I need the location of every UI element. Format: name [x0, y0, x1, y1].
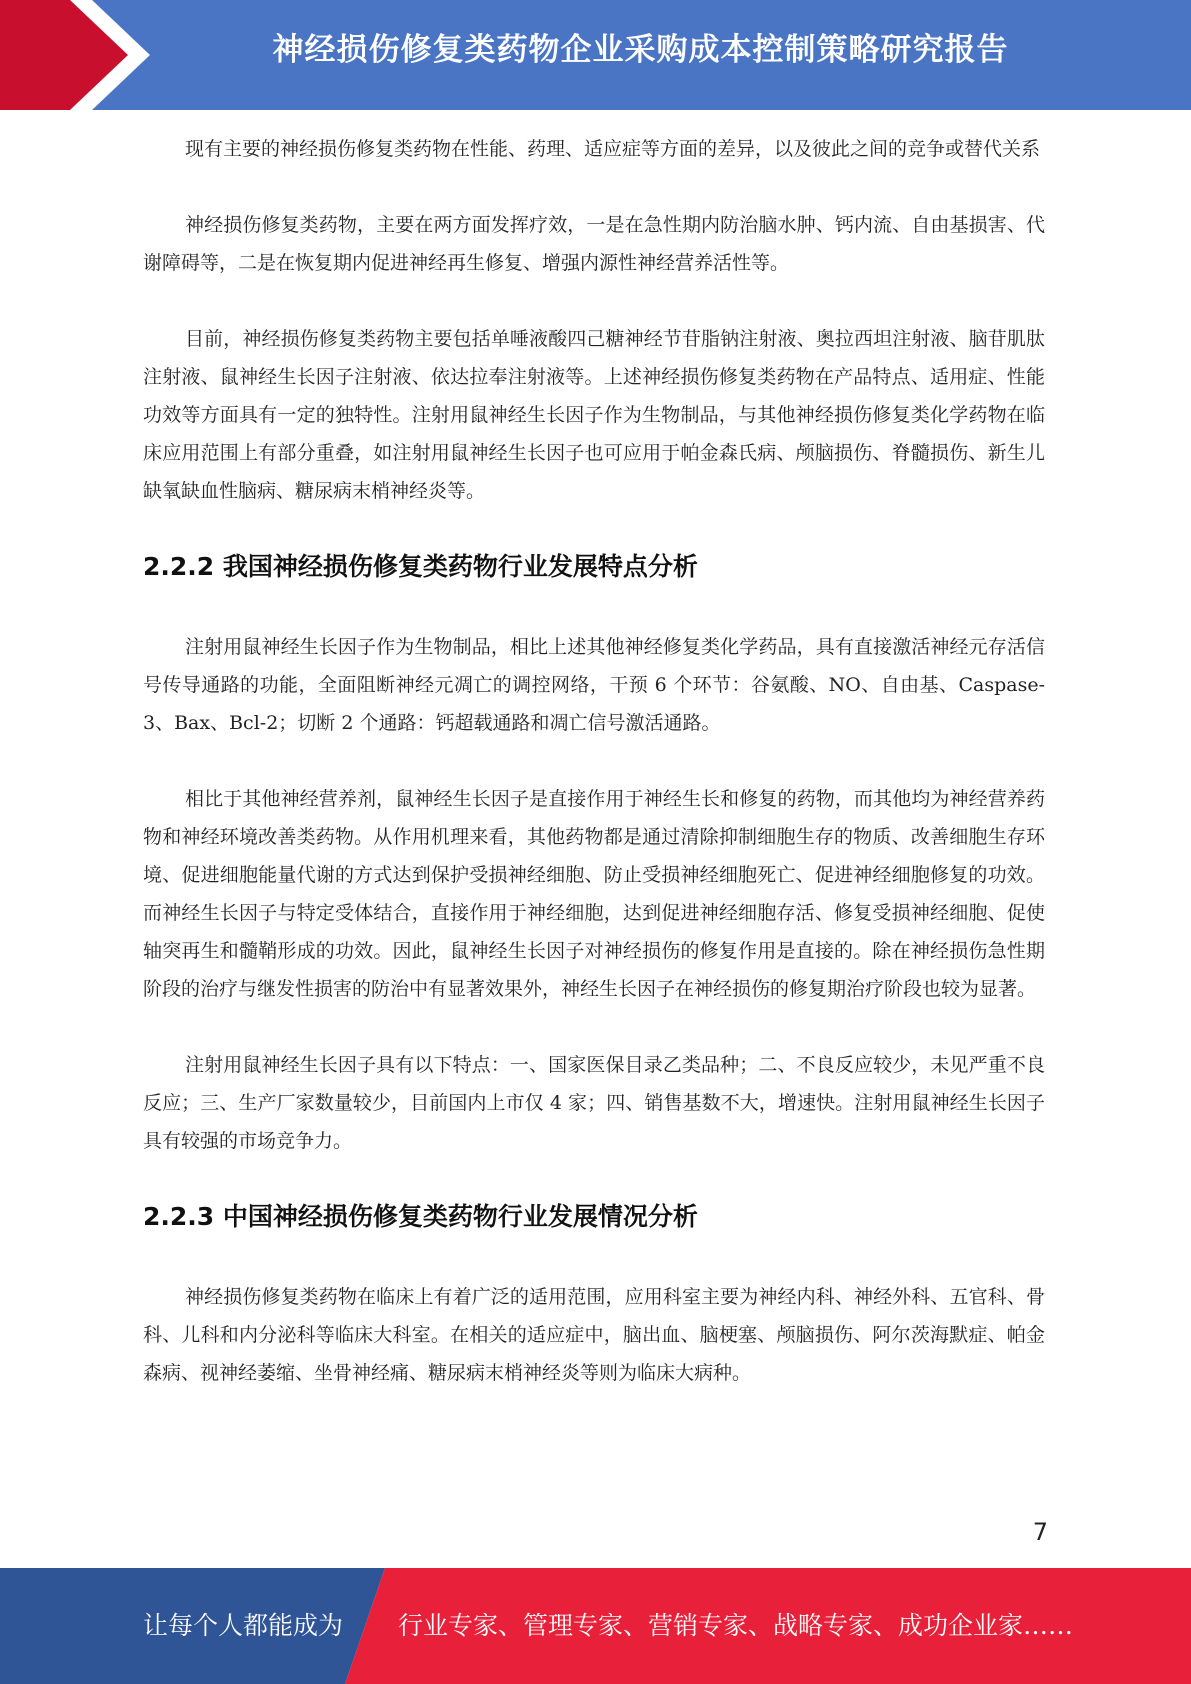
page-header	[0, 0, 1191, 110]
paragraph-2: 神经损伤修复类药物，主要在两方面发挥疗效，一是在急性期内防治脑水肿、钙内流、自由基损害、代谢障碍等，二是在恢复期内促进神经再生修复、增强内源性神经营养活性等。	[143, 214, 1045, 274]
paragraph-1: 现有主要的神经损伤修复类药物在性能、药理、适应症等方面的差异，以及彼此之间的竞争或替代关系	[185, 138, 1041, 160]
report-title: 神经损伤修复类药物企业采购成本控制策略研究报告	[272, 32, 1009, 68]
paragraph-7: 神经损伤修复类药物在临床上有着广泛的适用范围，应用科室主要为神经内科、神经外科、五官科、骨科、儿科和内分泌科等临床大科室。在相关的适应症中，脑出血、脑梗塞、颅脑损伤、阿尔茨海默症、帕金森病、视神经萎缩、坐骨神经痛、糖尿病末梢神经炎等则为临床大病种。	[143, 1286, 1045, 1384]
section-heading-2-2-2: 2.2.2 我国神经损伤修复类药物行业发展特点分析	[143, 552, 698, 581]
page-footer	[0, 1568, 1191, 1684]
footer-slogan-left: 让每个人都能成为	[143, 1611, 344, 1640]
paragraph-5: 相比于其他神经营养剂，鼠神经生长因子是直接作用于神经生长和修复的药物，而其他均为神经营养药物和神经环境改善类药物。从作用机理来看，其他药物都是通过清除抑制细胞生存的物质、改善细胞生存环境、促进细胞能量代谢的方式达到保护受损神经细胞、防止受损神经细胞死亡、促进神经细胞修复的功效。而神经生长因子与特定受体结合，直接作用于神经细胞，达到促进神经细胞存活、修复受损神经细胞、促使轴突再生和髓鞘形成的功效。因此，鼠神经生长因子对神经损伤的修复作用是直接的。除在神经损伤急性期阶段的治疗与继发性损害的防治中有显著效果外，神经生长因子在神经损伤的修复期治疗阶段也较为显著。	[143, 788, 1045, 1000]
footer-slogan-right: 行业专家、管理专家、营销专家、战略专家、成功企业家……	[398, 1611, 1074, 1640]
paragraph-3: 目前，神经损伤修复类药物主要包括单唾液酸四己糖神经节苷脂钠注射液、奥拉西坦注射液、脑苷肌肽注射液、鼠神经生长因子注射液、依达拉奉注射液等。上述神经损伤修复类药物在产品特点、适用症、性能功效等方面具有一定的独特性。注射用鼠神经生长因子作为生物制品，与其他神经损伤修复类化学药物在临床应用范围上有部分重叠，如注射用鼠神经生长因子也可应用于帕金森氏病、颅脑损伤、脊髓损伤、新生儿缺氧缺血性脑病、糖尿病末梢神经炎等。	[143, 328, 1045, 502]
paragraph-6: 注射用鼠神经生长因子具有以下特点：一、国家医保目录乙类品种；二、不良反应较少，未见严重不良反应；三、生产厂家数量较少，目前国内上市仅 4 家；四、销售基数不大，增速快。注射用鼠神经生长因子具有较强的市场竞争力。	[143, 1054, 1045, 1152]
page-number: 7	[1032, 1518, 1048, 1546]
section-heading-2-2-3: 2.2.3 中国神经损伤修复类药物行业发展情况分析	[143, 1202, 698, 1231]
document-body	[143, 130, 1045, 1430]
paragraph-4: 注射用鼠神经生长因子作为生物制品，相比上述其他神经修复类化学药品，具有直接激活神经元存活信号传导通路的功能，全面阻断神经元凋亡的调控网络，干预 6 个环节：谷氨酸、NO、自由基、Caspase-3、Bax、Bcl-2；切断 2 个通路：钙超载通路和凋亡信号激活通路。	[143, 636, 1045, 734]
